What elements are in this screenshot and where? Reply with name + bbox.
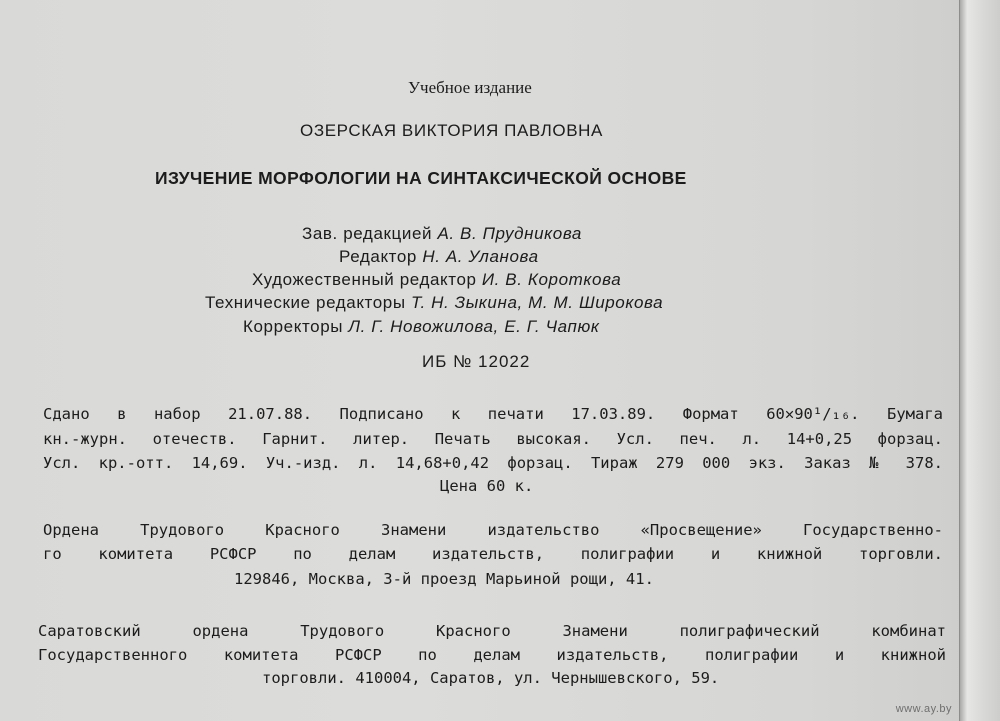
staff-line xyxy=(302,224,582,244)
staff-name: Л. Г. Новожилова, Е. Г. Чапюк xyxy=(348,317,600,336)
book-title: ИЗУЧЕНИЕ МОРФОЛОГИИ НА СИНТАКСИЧЕСКОЙ ОСНОВЕ xyxy=(155,168,687,188)
watermark: www.ay.by xyxy=(895,703,952,715)
staff-line xyxy=(252,270,621,290)
edition-type: Учебное издание xyxy=(408,78,532,97)
staff-name: Н. А. Уланова xyxy=(422,247,539,266)
staff-name: А. В. Прудникова xyxy=(437,224,582,243)
printer-line: Государственного комитета РСФСР по делам издательств, полиграфии и книжной xyxy=(38,646,946,664)
publisher-line: го комитета РСФСР по делам издательств, полиграфии и книжной торговли. xyxy=(43,545,943,563)
price: Цена 60 к. xyxy=(440,477,534,495)
page-edge xyxy=(959,0,1000,721)
staff-role: Зав. редакцией xyxy=(302,224,433,243)
print-line: кн.-журн. отечеств. Гарнит. литер. Печать высокая. Усл. печ. л. 14+0,25 форзац. xyxy=(43,430,943,448)
staff-name: Т. Н. Зыкина, М. М. Широкова xyxy=(411,293,664,312)
staff-line xyxy=(205,293,663,313)
printer-line: Саратовский ордена Трудового Красного Знамени полиграфический комбинат xyxy=(38,622,946,640)
publisher-line: Ордена Трудового Красного Знамени издательство «Просвещение» Государственно- xyxy=(43,521,943,539)
publisher-address: 129846, Москва, 3-й проезд Марьиной рощи, 41. xyxy=(234,570,654,588)
staff-role: Художественный редактор xyxy=(252,270,477,289)
staff-role: Корректоры xyxy=(243,317,344,336)
print-line: Сдано в набор 21.07.88. Подписано к печати 17.03.89. Формат 60✕90¹/₁₆. Бумага xyxy=(43,405,943,423)
printer-address: торговли. 410004, Саратов, ул. Чернышевского, 59. xyxy=(262,669,720,687)
staff-line xyxy=(243,317,599,337)
staff-role: Технические редакторы xyxy=(205,293,406,312)
print-line: Усл. кр.-отт. 14,69. Уч.-изд. л. 14,68+0,42 форзац. Тираж 279 000 экз. Заказ № 378. xyxy=(43,454,943,472)
staff-role: Редактор xyxy=(339,247,417,266)
author-name: ОЗЕРСКАЯ ВИКТОРИЯ ПАВЛОВНА xyxy=(300,121,603,140)
ib-number: ИБ № 12022 xyxy=(422,352,531,371)
staff-name: И. В. Короткова xyxy=(481,270,622,289)
staff-line xyxy=(339,247,539,267)
